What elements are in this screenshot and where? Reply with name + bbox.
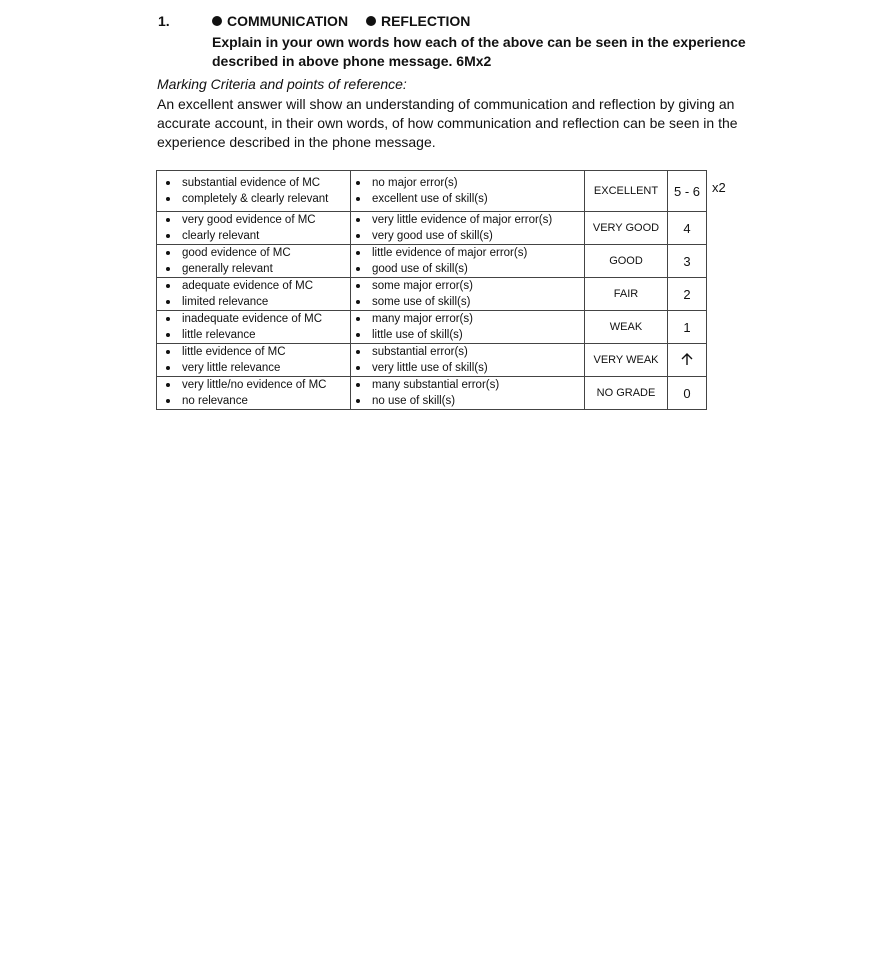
evidence-cell bbox=[157, 245, 351, 278]
grade-label: EXCELLENT bbox=[585, 171, 668, 212]
evidence-item: inadequate evidence of MC bbox=[157, 311, 350, 327]
score-value: 5 - 6 bbox=[668, 171, 707, 212]
evidence-item: very little/no evidence of MC bbox=[157, 377, 350, 393]
errors-cell bbox=[351, 311, 585, 344]
grade-label: FAIR bbox=[585, 278, 668, 311]
score-value: 4 bbox=[668, 212, 707, 245]
rubric-row bbox=[157, 278, 743, 311]
question-number: 1. bbox=[158, 13, 170, 29]
arrow-up-icon bbox=[680, 352, 694, 366]
grade-label: VERY WEAK bbox=[585, 344, 668, 377]
bullet-dot-icon bbox=[366, 16, 376, 26]
marking-rubric-table bbox=[156, 170, 743, 410]
evidence-item: adequate evidence of MC bbox=[157, 278, 350, 294]
criteria-text: An excellent answer will show an understanding of communication and reflection by giving an accurate account, in their own words, of how communication and reflection can be seen in the experience described in the phone message. bbox=[157, 96, 738, 150]
evidence-item: very good evidence of MC bbox=[157, 212, 350, 228]
score-value: 2 bbox=[668, 278, 707, 311]
blank-cell bbox=[707, 377, 743, 410]
errors-cell bbox=[351, 344, 585, 377]
error-item: little use of skill(s) bbox=[351, 327, 584, 343]
error-item: very little use of skill(s) bbox=[351, 360, 584, 376]
error-item: very little evidence of major error(s) bbox=[351, 212, 584, 228]
error-item: no use of skill(s) bbox=[351, 393, 584, 409]
evidence-cell bbox=[157, 311, 351, 344]
evidence-cell bbox=[157, 344, 351, 377]
errors-cell bbox=[351, 245, 585, 278]
error-item: some use of skill(s) bbox=[351, 294, 584, 310]
score-value: 3 bbox=[668, 245, 707, 278]
grade-label: GOOD bbox=[585, 245, 668, 278]
score-value: 0 bbox=[668, 377, 707, 410]
criteria-heading: Marking Criteria and points of reference: bbox=[157, 76, 407, 92]
blank-cell bbox=[707, 212, 743, 245]
grade-label: VERY GOOD bbox=[585, 212, 668, 245]
error-item: excellent use of skill(s) bbox=[351, 191, 584, 207]
topic-communication: COMMUNICATION bbox=[227, 13, 349, 29]
evidence-item: very little relevance bbox=[157, 360, 350, 376]
evidence-item: no relevance bbox=[157, 393, 350, 409]
evidence-item: generally relevant bbox=[157, 261, 350, 277]
evidence-item: clearly relevant bbox=[157, 228, 350, 244]
errors-cell bbox=[351, 278, 585, 311]
evidence-item: substantial evidence of MC bbox=[157, 175, 350, 191]
errors-cell bbox=[351, 171, 585, 212]
question-instruction: Explain in your own words how each of the above can be seen in the experience described in above phone message. 6Mx2 bbox=[212, 34, 746, 69]
blank-cell bbox=[707, 245, 743, 278]
error-item: many substantial error(s) bbox=[351, 377, 584, 393]
evidence-item: limited relevance bbox=[157, 294, 350, 310]
rubric-row bbox=[157, 212, 743, 245]
error-item: substantial error(s) bbox=[351, 344, 584, 360]
rubric-row bbox=[157, 311, 743, 344]
evidence-cell bbox=[157, 212, 351, 245]
grade-label: WEAK bbox=[585, 311, 668, 344]
error-item: very good use of skill(s) bbox=[351, 228, 584, 244]
question-topics bbox=[212, 13, 470, 29]
evidence-item: good evidence of MC bbox=[157, 245, 350, 261]
score-value: 1 bbox=[668, 311, 707, 344]
blank-cell bbox=[707, 278, 743, 311]
rubric-row bbox=[157, 377, 743, 410]
rubric-row bbox=[157, 245, 743, 278]
score-multiplier: x2 bbox=[712, 179, 726, 195]
blank-cell bbox=[707, 344, 743, 377]
bullet-dot-icon bbox=[212, 16, 222, 26]
error-item: good use of skill(s) bbox=[351, 261, 584, 277]
evidence-item: little evidence of MC bbox=[157, 344, 350, 360]
errors-cell bbox=[351, 212, 585, 245]
error-item: some major error(s) bbox=[351, 278, 584, 294]
rubric-row bbox=[157, 344, 743, 377]
evidence-cell bbox=[157, 278, 351, 311]
evidence-cell bbox=[157, 171, 351, 212]
topic-reflection: REFLECTION bbox=[380, 13, 471, 29]
evidence-item: completely & clearly relevant bbox=[157, 191, 350, 207]
evidence-cell bbox=[157, 377, 351, 410]
error-item: no major error(s) bbox=[351, 175, 584, 191]
rubric-row bbox=[157, 171, 743, 212]
error-item: little evidence of major error(s) bbox=[351, 245, 584, 261]
score-value bbox=[668, 344, 707, 377]
error-item: many major error(s) bbox=[351, 311, 584, 327]
evidence-item: little relevance bbox=[157, 327, 350, 343]
blank-cell bbox=[707, 311, 743, 344]
grade-label: NO GRADE bbox=[585, 377, 668, 410]
errors-cell bbox=[351, 377, 585, 410]
